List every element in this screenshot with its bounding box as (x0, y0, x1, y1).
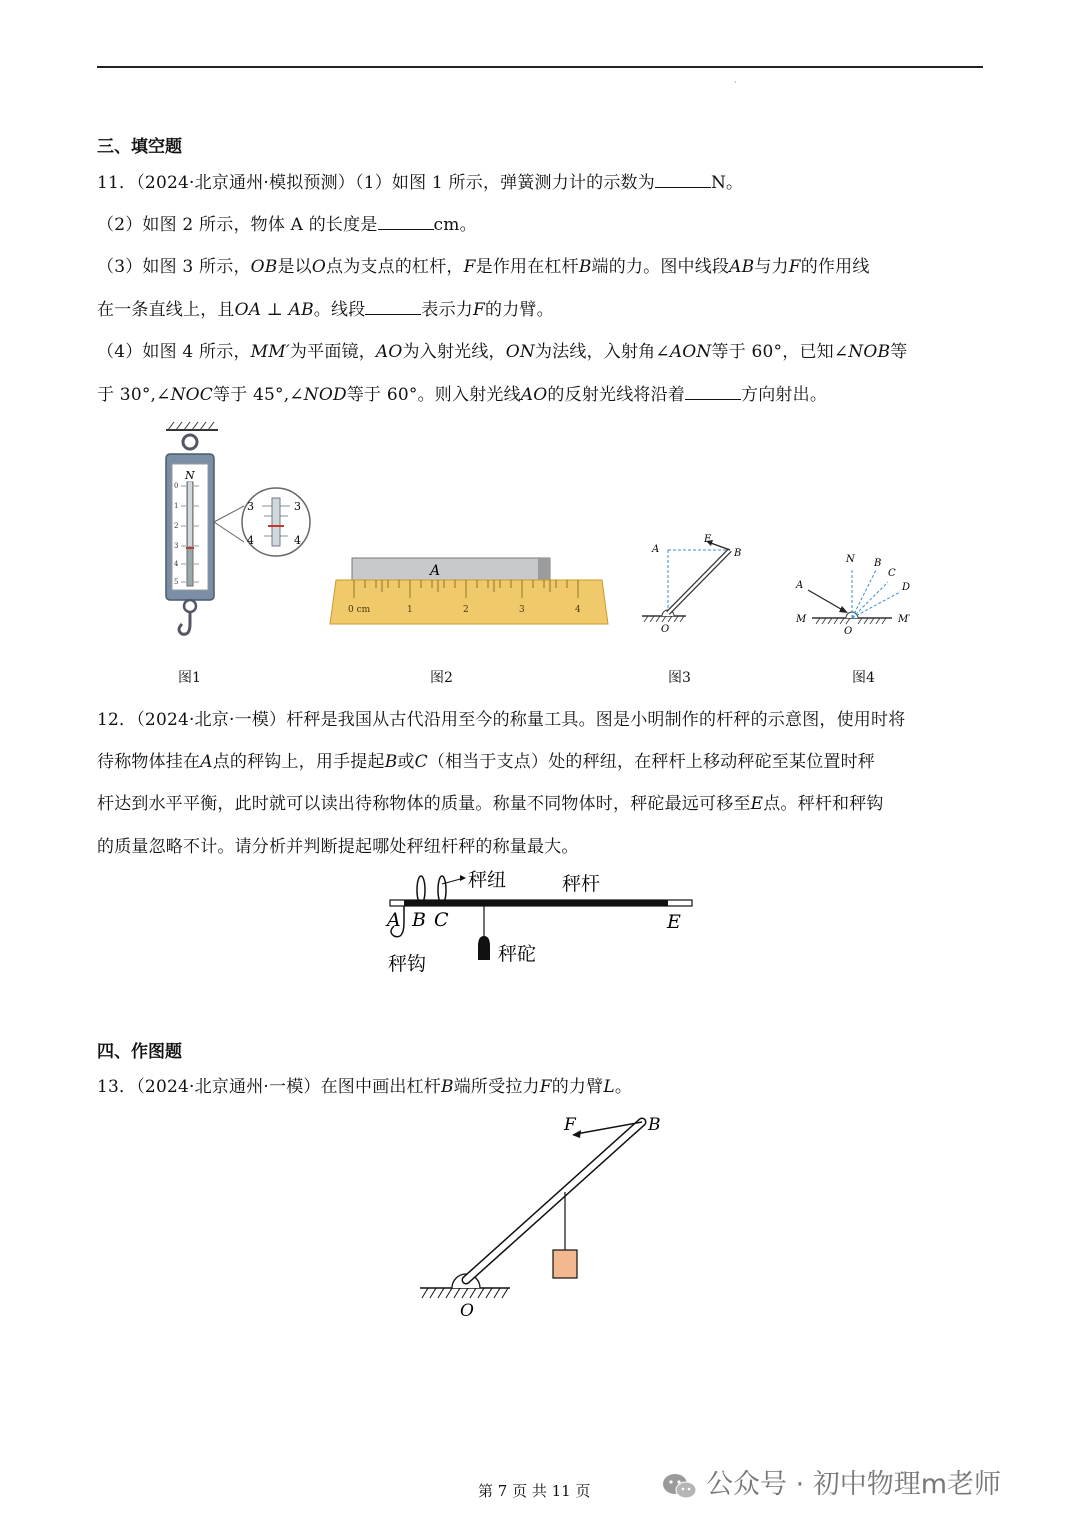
point-label: A (387, 909, 401, 931)
fig2-mark: 2 (463, 605, 469, 615)
fig4-label: M′ (898, 614, 911, 625)
fig3-label: F (704, 534, 711, 545)
q11-part4-line2: 于 30°,∠NOC等于 45°,∠NOD等于 60°。则入射光线AO的反射光线将沿着 方向射出。 (97, 385, 828, 405)
label-weight: 秤砣 (498, 943, 537, 965)
q11-part3-line2: 在一条直线上，且OA ⊥ AB。线段 表示力F的力臂。 (97, 300, 554, 320)
steelyard-diagram (380, 862, 710, 982)
label-beam: 秤杆 (562, 873, 601, 895)
fig1-zoom-mark: 4 (247, 534, 254, 547)
q12-line1: 12．（2024·北京·一模）杆秤是我国从古代沿用至今的称量工具。图是小明制作的杆秤的示意图，使用时将 (97, 710, 906, 730)
q13-text: 13．（2024·北京通州·一模）在图中画出杠杆B端所受拉力F的力臂L。 (97, 1077, 633, 1097)
figure2-ruler (330, 558, 608, 624)
header-dot: · (734, 78, 737, 87)
q13-label: F (564, 1115, 576, 1135)
section-title-drawing: 四、作图题 (97, 1042, 182, 1062)
fig1-zoom-mark: 4 (294, 534, 301, 547)
q12-line4: 的质量忽略不计。请分析并判断提起哪处秤纽杆秤的称量最大。 (97, 837, 579, 857)
label-hook: 秤钩 (388, 953, 427, 975)
fig2-object-label: A (430, 563, 441, 579)
fig1-unit: N (185, 469, 195, 482)
answer-blank[interactable] (378, 215, 434, 230)
q11-figures (140, 418, 920, 688)
fig1-mark: 5 (174, 578, 179, 586)
fig4-label: A (796, 580, 804, 591)
q13-label: O (460, 1301, 474, 1321)
q12-line3: 杆达到水平平衡，此时就可以读出待称物体的质量。称量不同物体时，秤砣最远可移至E点。秤杆和秤钩 (97, 794, 884, 814)
watermark (660, 1462, 1001, 1501)
section-title-fill-blank: 三、填空题 (97, 137, 182, 157)
fig2-mark: 4 (575, 605, 581, 615)
caption-fig4: 图4 (852, 670, 875, 686)
fig1-mark: 4 (174, 560, 179, 568)
point-label: E (667, 911, 681, 933)
point-label: C (434, 909, 449, 931)
header-rule (97, 66, 983, 68)
page-number: 第 7 页 共 11 页 (478, 1482, 591, 1500)
watermark-text: 公众号 · 初中物理m老师 (706, 1469, 1002, 1500)
figure1-spring-balance (166, 422, 310, 634)
figure4-reflection (795, 554, 911, 637)
q11-part2: （2）如图 2 所示，物体 A 的长度是 cm。 (97, 215, 477, 235)
fig1-mark: 2 (174, 522, 179, 530)
fig2-mark: 3 (519, 605, 525, 615)
fig3-label: B (734, 548, 742, 559)
fig2-mark: 1 (407, 605, 413, 615)
fig2-mark: 0 cm (348, 605, 371, 615)
caption-fig1: 图1 (178, 670, 201, 686)
q13-label: B (648, 1115, 661, 1135)
fig4-label: M (796, 614, 807, 625)
fig4-label: O (844, 626, 853, 637)
label-knob: 秤纽 (468, 869, 507, 891)
fig1-mark: 0 (174, 482, 179, 490)
fig3-label: A (652, 544, 660, 555)
fig4-label: B (874, 558, 882, 569)
fig4-label: D (902, 582, 911, 593)
q11-part3-line1: （3）如图 3 所示，OB是以O点为支点的杠杆，F是作用在杠杆B端的力。图中线段AB与力F的作用线 (97, 257, 870, 277)
fig4-label: C (888, 568, 896, 579)
figure3-lever (642, 534, 741, 635)
fig4-label: N (846, 554, 855, 565)
q13-lever-diagram (410, 1108, 680, 1324)
fig3-label: O (661, 624, 670, 635)
answer-blank[interactable] (365, 300, 421, 315)
q11-part4-line1: （4）如图 4 所示，MM′为平面镜，AO为入射光线，ON为法线，入射角∠AON等于 60°，已知∠NOB等 (97, 342, 908, 362)
caption-fig2: 图2 (430, 670, 453, 686)
fig1-zoom-mark: 3 (294, 500, 301, 513)
wechat-icon (660, 1471, 700, 1501)
fig1-zoom-mark: 3 (247, 500, 254, 513)
fig1-mark: 1 (174, 502, 179, 510)
q12-line2: 待称物体挂在A点的秤钩上，用手提起B或C（相当于支点）处的秤纽，在秤杆上移动秤砣至某位置时秤 (97, 752, 876, 772)
answer-blank[interactable] (655, 173, 711, 188)
point-label: B (412, 909, 426, 931)
caption-fig3: 图3 (668, 670, 691, 686)
answer-blank[interactable] (685, 385, 741, 400)
fig1-mark: 3 (174, 542, 179, 550)
q11-part1: 11．（2024·北京通州·模拟预测）（1）如图 1 所示，弹簧测力计的示数为 N。 (97, 173, 744, 193)
